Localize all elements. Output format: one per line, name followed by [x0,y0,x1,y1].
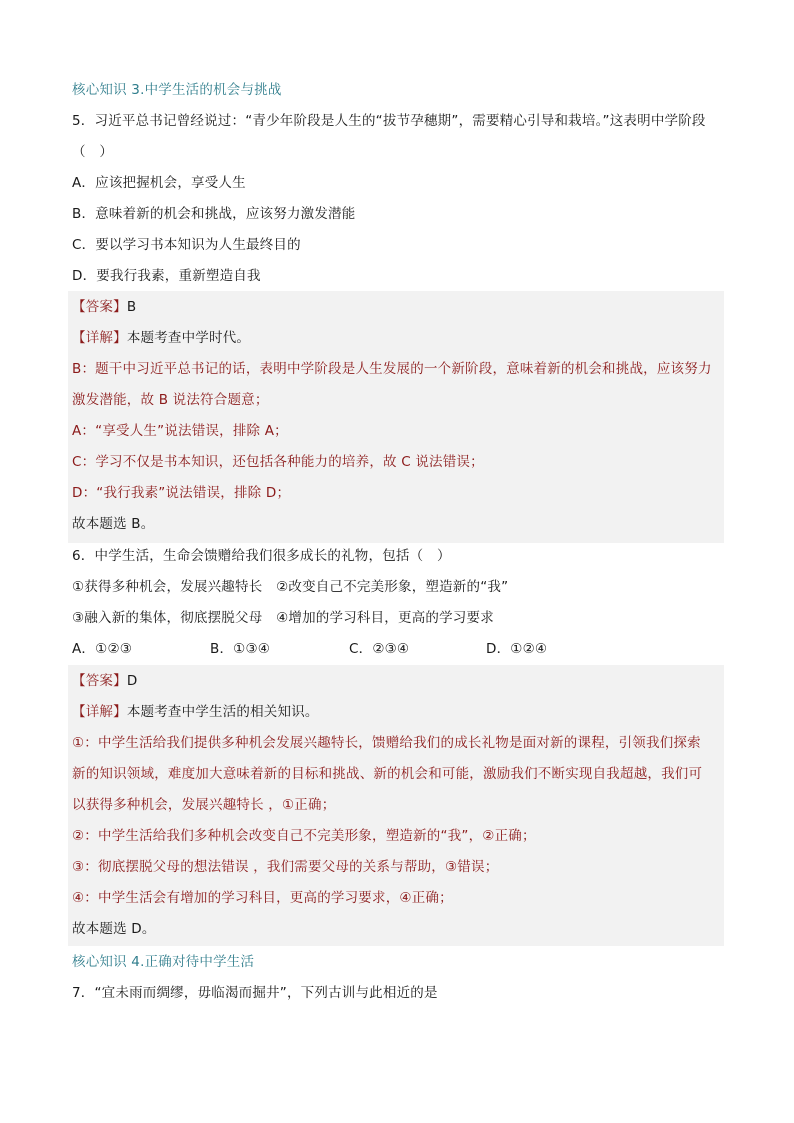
q5-detail-line: B：题干中习近平总书记的话，表明中学阶段是人生发展的一个新阶段，意味着新的机会和挑战，应该努力 [72,361,712,377]
q5-detail-line: A：“享受人生”说法错误，排除 A； [72,423,288,439]
q5-detail [72,328,250,348]
q5-detail-line: 激发潜能，故 B 说法符合题意； [72,392,269,408]
q5-answer-value: B [126,299,137,315]
q6-detail-line: 新的知识领域，难度加大意味着新的目标和挑战、新的机会和可能，激励我们不断实现自我超越，我们可 [72,766,703,782]
q6-items-line1: ①获得多种机会，发展兴趣特长 ②改变自己不完美形象，塑造新的“我” [72,579,509,595]
q5-answer-tag: 【答案】 [72,299,127,315]
q5-option-d: D．要我行我素，重新塑造自我 [72,268,261,284]
q5-detail-line: C：学习不仅是书本知识，还包括各种能力的培养，故 C 说法错误； [72,454,484,470]
q6-items-line2: ③融入新的集体，彻底摆脱父母 ④增加的学习科目，更高的学习要求 [72,610,494,626]
q6-detail-line: ①：中学生活给我们提供多种机会发展兴趣特长，馈赠给我们的成长礼物是面对新的课程，引领我们探索 [72,735,701,751]
q5-conclusion: 故本题选 B。 [72,516,155,532]
q5-answer [72,297,136,317]
section-title-3: 核心知识 3.中学生活的机会与挑战 [72,82,282,98]
q6-answer-tag: 【答案】 [72,673,127,689]
q5-option-b: B．意味着新的机会和挑战，应该努力激发潜能 [72,206,356,222]
q5-stem-line2: （ ） [72,144,114,160]
q6-option-a: A．①②③ [72,641,133,657]
q6-option-d: D．①②④ [486,641,548,657]
q5-detail-tag: 【详解】 [72,330,127,346]
q6-detail-line: 以获得多种机会，发展兴趣特长 ，①正确； [72,797,336,813]
q6-detail-line: ③：彻底摆脱父母的想法错误 ，我们需要父母的关系与帮助，③错误； [72,859,499,875]
q5-option-a: A．应该把握机会，享受人生 [72,175,246,191]
q6-option-c: C．②③④ [349,641,410,657]
q5-detail-line: D：“我行我素”说法错误，排除 D； [72,485,291,501]
q6-detail-line: ④：中学生活会有增加的学习科目，更高的学习要求，④正确； [72,890,453,906]
q6-detail-line: ②：中学生活给我们多种机会改变自己不完美形象，塑造新的“我”，②正确； [72,828,536,844]
q6-detail [72,702,319,722]
q5-stem-line1: 5．习近平总书记曾经说过：“青少年阶段是人生的“拔节孕穗期”，需要精心引导和栽培。”这表明中学阶段 [72,113,706,129]
section-title-4: 核心知识 4.正确对待中学生活 [72,954,255,970]
q6-answer-value: D [126,673,138,689]
q6-option-b: B．①③④ [210,641,271,657]
q6-stem: 6．中学生活，生命会馈赠给我们很多成长的礼物，包括（ ） [72,548,451,564]
q6-conclusion: 故本题选 D。 [72,921,156,937]
q5-detail-intro: 本题考查中学时代。 [126,330,251,346]
q6-options-row [72,639,724,659]
q6-detail-intro: 本题考查中学生活的相关知识。 [126,704,319,720]
q5-option-c: C．要以学习书本知识为人生最终目的 [72,237,301,253]
q7-stem: 7．“宜未雨而绸缪，毋临渴而掘井”，下列古训与此相近的是 [72,985,438,1001]
q6-detail-tag: 【详解】 [72,704,127,720]
q6-answer [72,671,137,691]
